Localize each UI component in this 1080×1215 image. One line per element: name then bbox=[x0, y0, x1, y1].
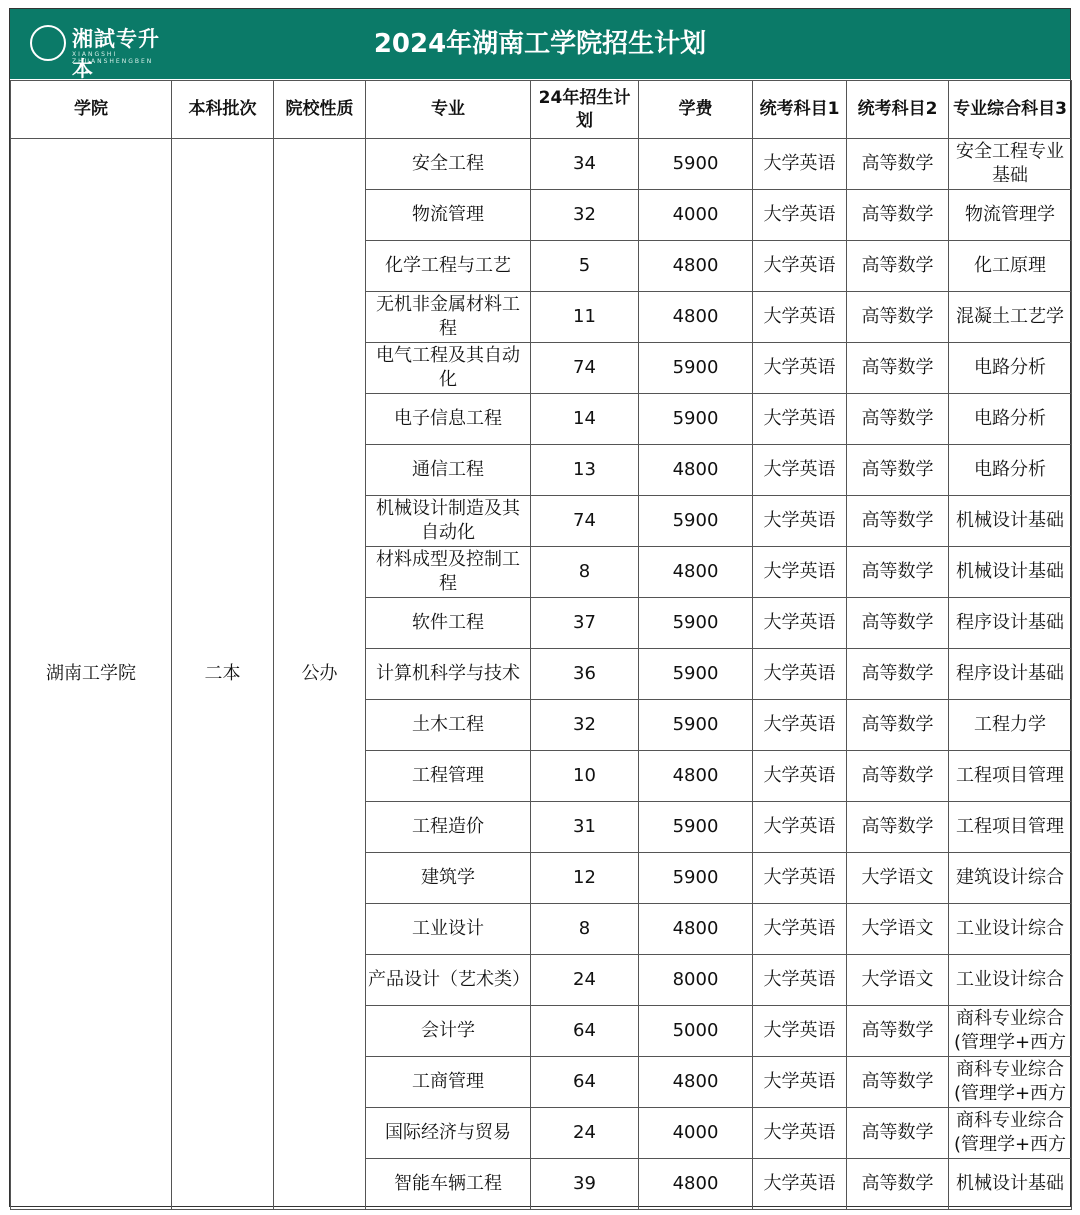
tuition-cell: 4000 bbox=[639, 1108, 753, 1159]
tuition-cell: 5900 bbox=[639, 649, 753, 700]
subject2-cell: 高等数学 bbox=[847, 700, 949, 751]
enrollment-table bbox=[10, 80, 1072, 1210]
subject1-cell: 大学英语 bbox=[753, 547, 847, 598]
major-cell: 土木工程 bbox=[366, 700, 531, 751]
plan-count-cell: 11 bbox=[531, 292, 639, 343]
subject1-cell: 大学英语 bbox=[753, 241, 847, 292]
subject1-cell: 大学英语 bbox=[753, 598, 847, 649]
subject3-cell: 商科专业综合(管理学+西方 bbox=[949, 1057, 1072, 1108]
subject2-cell: 高等数学 bbox=[847, 445, 949, 496]
major-cell: 无机非金属材料工程 bbox=[366, 292, 531, 343]
plan-count-cell: 32 bbox=[531, 190, 639, 241]
subject1-cell: 大学英语 bbox=[753, 955, 847, 1006]
subject2-cell: 大学语文 bbox=[847, 853, 949, 904]
subject1-cell: 大学英语 bbox=[753, 802, 847, 853]
column-header: 学院 bbox=[11, 81, 172, 139]
major-cell: 工程造价 bbox=[366, 802, 531, 853]
column-header: 本科批次 bbox=[172, 81, 274, 139]
tuition-cell: 4800 bbox=[639, 241, 753, 292]
major-cell: 电子信息工程 bbox=[366, 394, 531, 445]
subject2-cell: 高等数学 bbox=[847, 1159, 949, 1210]
plan-count-cell: 74 bbox=[531, 343, 639, 394]
major-cell: 化学工程与工艺 bbox=[366, 241, 531, 292]
subject3-cell: 电路分析 bbox=[949, 394, 1072, 445]
subject2-cell: 高等数学 bbox=[847, 292, 949, 343]
major-cell: 通信工程 bbox=[366, 445, 531, 496]
plan-count-cell: 64 bbox=[531, 1057, 639, 1108]
tuition-cell: 5900 bbox=[639, 598, 753, 649]
tuition-cell: 4800 bbox=[639, 292, 753, 343]
subject2-cell: 高等数学 bbox=[847, 598, 949, 649]
column-header: 统考科目2 bbox=[847, 81, 949, 139]
major-cell: 计算机科学与技术 bbox=[366, 649, 531, 700]
subject1-cell: 大学英语 bbox=[753, 292, 847, 343]
major-cell: 物流管理 bbox=[366, 190, 531, 241]
subject3-cell: 程序设计基础 bbox=[949, 598, 1072, 649]
plan-count-cell: 36 bbox=[531, 649, 639, 700]
subject1-cell: 大学英语 bbox=[753, 853, 847, 904]
subject3-cell: 化工原理 bbox=[949, 241, 1072, 292]
major-cell: 工程管理 bbox=[366, 751, 531, 802]
subject3-cell: 商科专业综合(管理学+西方 bbox=[949, 1006, 1072, 1057]
subject3-cell: 工业设计综合 bbox=[949, 955, 1072, 1006]
plan-count-cell: 8 bbox=[531, 904, 639, 955]
subject1-cell: 大学英语 bbox=[753, 1006, 847, 1057]
plan-count-cell: 24 bbox=[531, 955, 639, 1006]
tuition-cell: 8000 bbox=[639, 955, 753, 1006]
tuition-cell: 5900 bbox=[639, 802, 753, 853]
subject2-cell: 高等数学 bbox=[847, 139, 949, 190]
subject2-cell: 高等数学 bbox=[847, 1006, 949, 1057]
subject1-cell: 大学英语 bbox=[753, 394, 847, 445]
tuition-cell: 5900 bbox=[639, 853, 753, 904]
plan-count-cell: 5 bbox=[531, 241, 639, 292]
major-cell: 机械设计制造及其自动化 bbox=[366, 496, 531, 547]
subject3-cell: 工程力学 bbox=[949, 700, 1072, 751]
subject1-cell: 大学英语 bbox=[753, 190, 847, 241]
tuition-cell: 5900 bbox=[639, 496, 753, 547]
column-header: 统考科目1 bbox=[753, 81, 847, 139]
subject1-cell: 大学英语 bbox=[753, 649, 847, 700]
tuition-cell: 5000 bbox=[639, 1006, 753, 1057]
tuition-cell: 4800 bbox=[639, 751, 753, 802]
subject1-cell: 大学英语 bbox=[753, 700, 847, 751]
subject2-cell: 高等数学 bbox=[847, 190, 949, 241]
subject2-cell: 高等数学 bbox=[847, 802, 949, 853]
table-row bbox=[11, 139, 1072, 190]
plan-count-cell: 12 bbox=[531, 853, 639, 904]
tuition-cell: 4800 bbox=[639, 1159, 753, 1210]
subject3-cell: 工业设计综合 bbox=[949, 904, 1072, 955]
subject2-cell: 高等数学 bbox=[847, 241, 949, 292]
subject3-cell: 混凝土工艺学 bbox=[949, 292, 1072, 343]
subject2-cell: 高等数学 bbox=[847, 1108, 949, 1159]
subject2-cell: 高等数学 bbox=[847, 751, 949, 802]
subject1-cell: 大学英语 bbox=[753, 1108, 847, 1159]
tuition-cell: 4800 bbox=[639, 1057, 753, 1108]
plan-count-cell: 13 bbox=[531, 445, 639, 496]
subject2-cell: 高等数学 bbox=[847, 547, 949, 598]
subject2-cell: 高等数学 bbox=[847, 394, 949, 445]
subject3-cell: 电路分析 bbox=[949, 445, 1072, 496]
table-body bbox=[11, 139, 1072, 1210]
subject3-cell: 建筑设计综合 bbox=[949, 853, 1072, 904]
plan-count-cell: 39 bbox=[531, 1159, 639, 1210]
plan-count-cell: 10 bbox=[531, 751, 639, 802]
subject3-cell: 安全工程专业基础 bbox=[949, 139, 1072, 190]
column-header: 专业 bbox=[366, 81, 531, 139]
tuition-cell: 4800 bbox=[639, 547, 753, 598]
major-cell: 工商管理 bbox=[366, 1057, 531, 1108]
page-title: 2024年湖南工学院招生计划 bbox=[373, 29, 707, 59]
tuition-cell: 5900 bbox=[639, 394, 753, 445]
major-cell: 电气工程及其自动化 bbox=[366, 343, 531, 394]
subject1-cell: 大学英语 bbox=[753, 139, 847, 190]
major-cell: 材料成型及控制工程 bbox=[366, 547, 531, 598]
tuition-cell: 4800 bbox=[639, 904, 753, 955]
tuition-cell: 4800 bbox=[639, 445, 753, 496]
college-cell: 湖南工学院 bbox=[11, 139, 172, 1210]
subject3-cell: 工程项目管理 bbox=[949, 802, 1072, 853]
column-header: 院校性质 bbox=[274, 81, 366, 139]
plan-count-cell: 64 bbox=[531, 1006, 639, 1057]
subject1-cell: 大学英语 bbox=[753, 496, 847, 547]
plan-count-cell: 24 bbox=[531, 1108, 639, 1159]
major-cell: 建筑学 bbox=[366, 853, 531, 904]
plan-count-cell: 32 bbox=[531, 700, 639, 751]
subject3-cell: 工程项目管理 bbox=[949, 751, 1072, 802]
nature-cell: 公办 bbox=[274, 139, 366, 1210]
subject3-cell: 程序设计基础 bbox=[949, 649, 1072, 700]
major-cell: 国际经济与贸易 bbox=[366, 1108, 531, 1159]
major-cell: 工业设计 bbox=[366, 904, 531, 955]
tuition-cell: 5900 bbox=[639, 139, 753, 190]
tuition-cell: 5900 bbox=[639, 700, 753, 751]
plan-count-cell: 37 bbox=[531, 598, 639, 649]
subject2-cell: 高等数学 bbox=[847, 496, 949, 547]
logo-text: 湘試专升本 bbox=[72, 27, 160, 81]
tuition-cell: 5900 bbox=[639, 343, 753, 394]
subject1-cell: 大学英语 bbox=[753, 1159, 847, 1210]
subject1-cell: 大学英语 bbox=[753, 751, 847, 802]
subject1-cell: 大学英语 bbox=[753, 1057, 847, 1108]
column-header: 24年招生计划 bbox=[531, 81, 639, 139]
subject1-cell: 大学英语 bbox=[753, 343, 847, 394]
subject3-cell: 机械设计基础 bbox=[949, 496, 1072, 547]
table-header-row bbox=[11, 81, 1072, 139]
plan-count-cell: 14 bbox=[531, 394, 639, 445]
major-cell: 智能车辆工程 bbox=[366, 1159, 531, 1210]
major-cell: 会计学 bbox=[366, 1006, 531, 1057]
plan-count-cell: 8 bbox=[531, 547, 639, 598]
subject3-cell: 商科专业综合(管理学+西方 bbox=[949, 1108, 1072, 1159]
subject1-cell: 大学英语 bbox=[753, 445, 847, 496]
subject2-cell: 高等数学 bbox=[847, 343, 949, 394]
subject1-cell: 大学英语 bbox=[753, 904, 847, 955]
plan-count-cell: 34 bbox=[531, 139, 639, 190]
subject3-cell: 机械设计基础 bbox=[949, 547, 1072, 598]
subject2-cell: 大学语文 bbox=[847, 904, 949, 955]
subject2-cell: 大学语文 bbox=[847, 955, 949, 1006]
column-header: 学费 bbox=[639, 81, 753, 139]
logo-subtext: XIANGSHI ZHUANSHENGBEN bbox=[72, 51, 154, 65]
subject3-cell: 物流管理学 bbox=[949, 190, 1072, 241]
plan-count-cell: 74 bbox=[531, 496, 639, 547]
batch-cell: 二本 bbox=[172, 139, 274, 1210]
plan-count-cell: 31 bbox=[531, 802, 639, 853]
column-header: 专业综合科目3 bbox=[949, 81, 1072, 139]
major-cell: 产品设计（艺术类） bbox=[366, 955, 531, 1006]
major-cell: 软件工程 bbox=[366, 598, 531, 649]
title-banner bbox=[10, 9, 1070, 79]
subject3-cell: 机械设计基础 bbox=[949, 1159, 1072, 1210]
tuition-cell: 4000 bbox=[639, 190, 753, 241]
major-cell: 安全工程 bbox=[366, 139, 531, 190]
subject3-cell: 电路分析 bbox=[949, 343, 1072, 394]
subject2-cell: 高等数学 bbox=[847, 649, 949, 700]
subject2-cell: 高等数学 bbox=[847, 1057, 949, 1108]
